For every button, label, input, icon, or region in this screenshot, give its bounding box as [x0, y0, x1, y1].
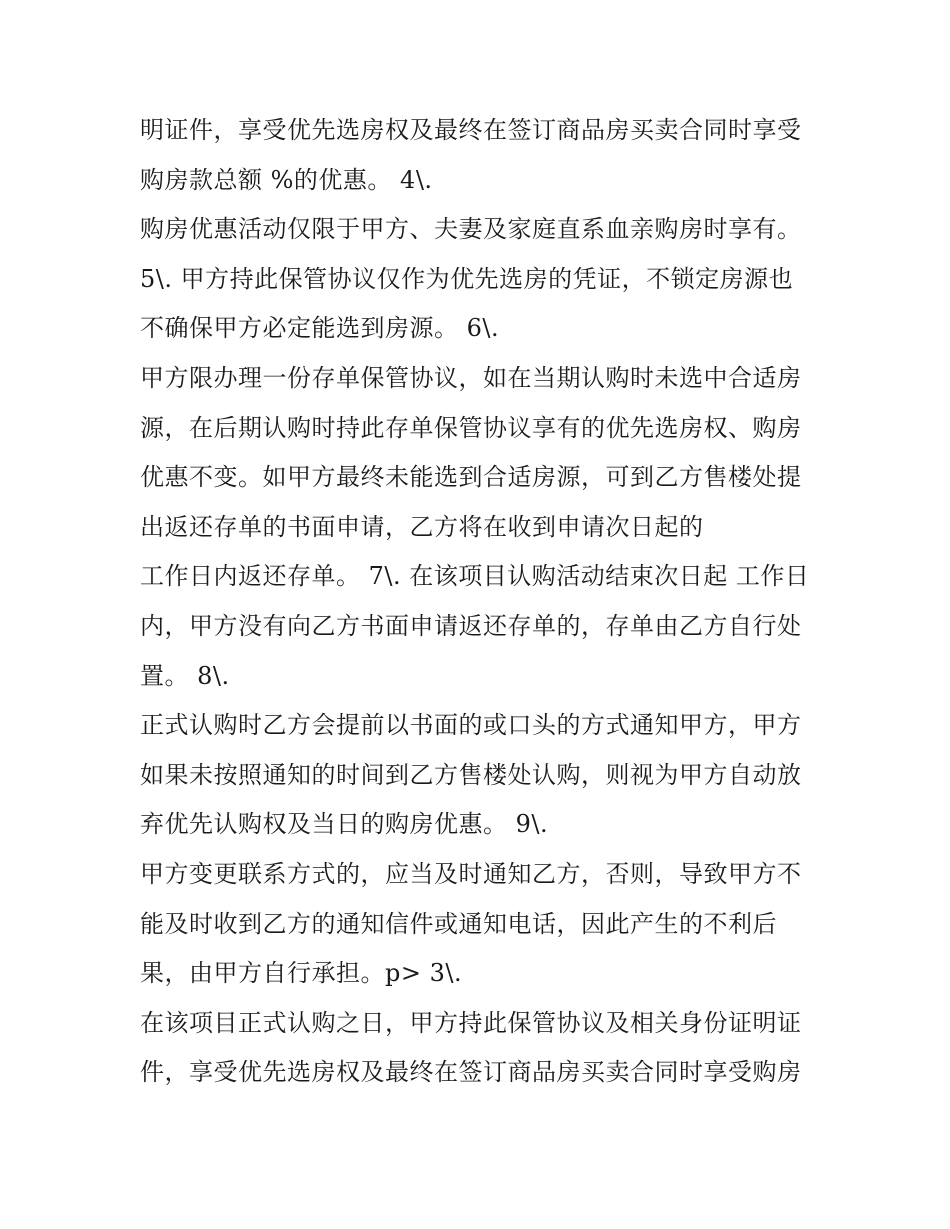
text-line: 正式认购时乙方会提前以书面的或口头的方式通知甲方，甲方	[140, 711, 802, 740]
text-line: 甲方限办理一份存单保管协议，如在当期认购时未选中合适房	[140, 363, 802, 392]
text-line: 甲方变更联系方式的，应当及时通知乙方，否则，导致甲方不	[140, 859, 802, 888]
text-line: 件，享受优先选房权及最终在签订商品房买卖合同时享受购房	[140, 1058, 802, 1087]
text-line: 5\. 甲方持此保管协议仅作为优先选房的凭证，不锁定房源也	[140, 264, 794, 293]
text-line: 果，由甲方自行承担。p> 3\.	[140, 959, 463, 988]
text-line: 在该项目正式认购之日，甲方持此保管协议及相关身份证明证	[140, 1008, 802, 1037]
text-line: 优惠不变。如甲方最终未能选到合适房源，可到乙方售楼处提	[140, 463, 802, 492]
text-line: 置。 8\.	[140, 661, 230, 690]
text-line: 能及时收到乙方的通知信件或通知电话，因此产生的不利后	[140, 909, 777, 938]
text-line: 工作日内返还存单。 7\. 在该项目认购活动结束次日起 工作日	[140, 562, 810, 591]
text-line: 购房款总额 %的优惠。 4\.	[140, 165, 433, 194]
text-line: 购房优惠活动仅限于甲方、夫妻及家庭直系血亲购房时享有。	[140, 215, 802, 244]
text-line: 内，甲方没有向乙方书面申请返还存单的，存单由乙方自行处	[140, 611, 802, 640]
text-line: 不确保甲方必定能选到房源。 6\.	[140, 314, 500, 343]
text-line: 弃优先认购权及当日的购房优惠。 9\.	[140, 810, 549, 839]
text-line: 出返还存单的书面申请，乙方将在收到申请次日起的	[140, 512, 704, 541]
document-body	[140, 106, 820, 1098]
text-line: 源，在后期认购时持此存单保管协议享有的优先选房权、购房	[140, 413, 802, 442]
text-line: 如果未按照通知的时间到乙方售楼处认购，则视为甲方自动放	[140, 760, 802, 789]
text-line: 明证件，享受优先选房权及最终在签订商品房买卖合同时享受	[140, 116, 802, 144]
